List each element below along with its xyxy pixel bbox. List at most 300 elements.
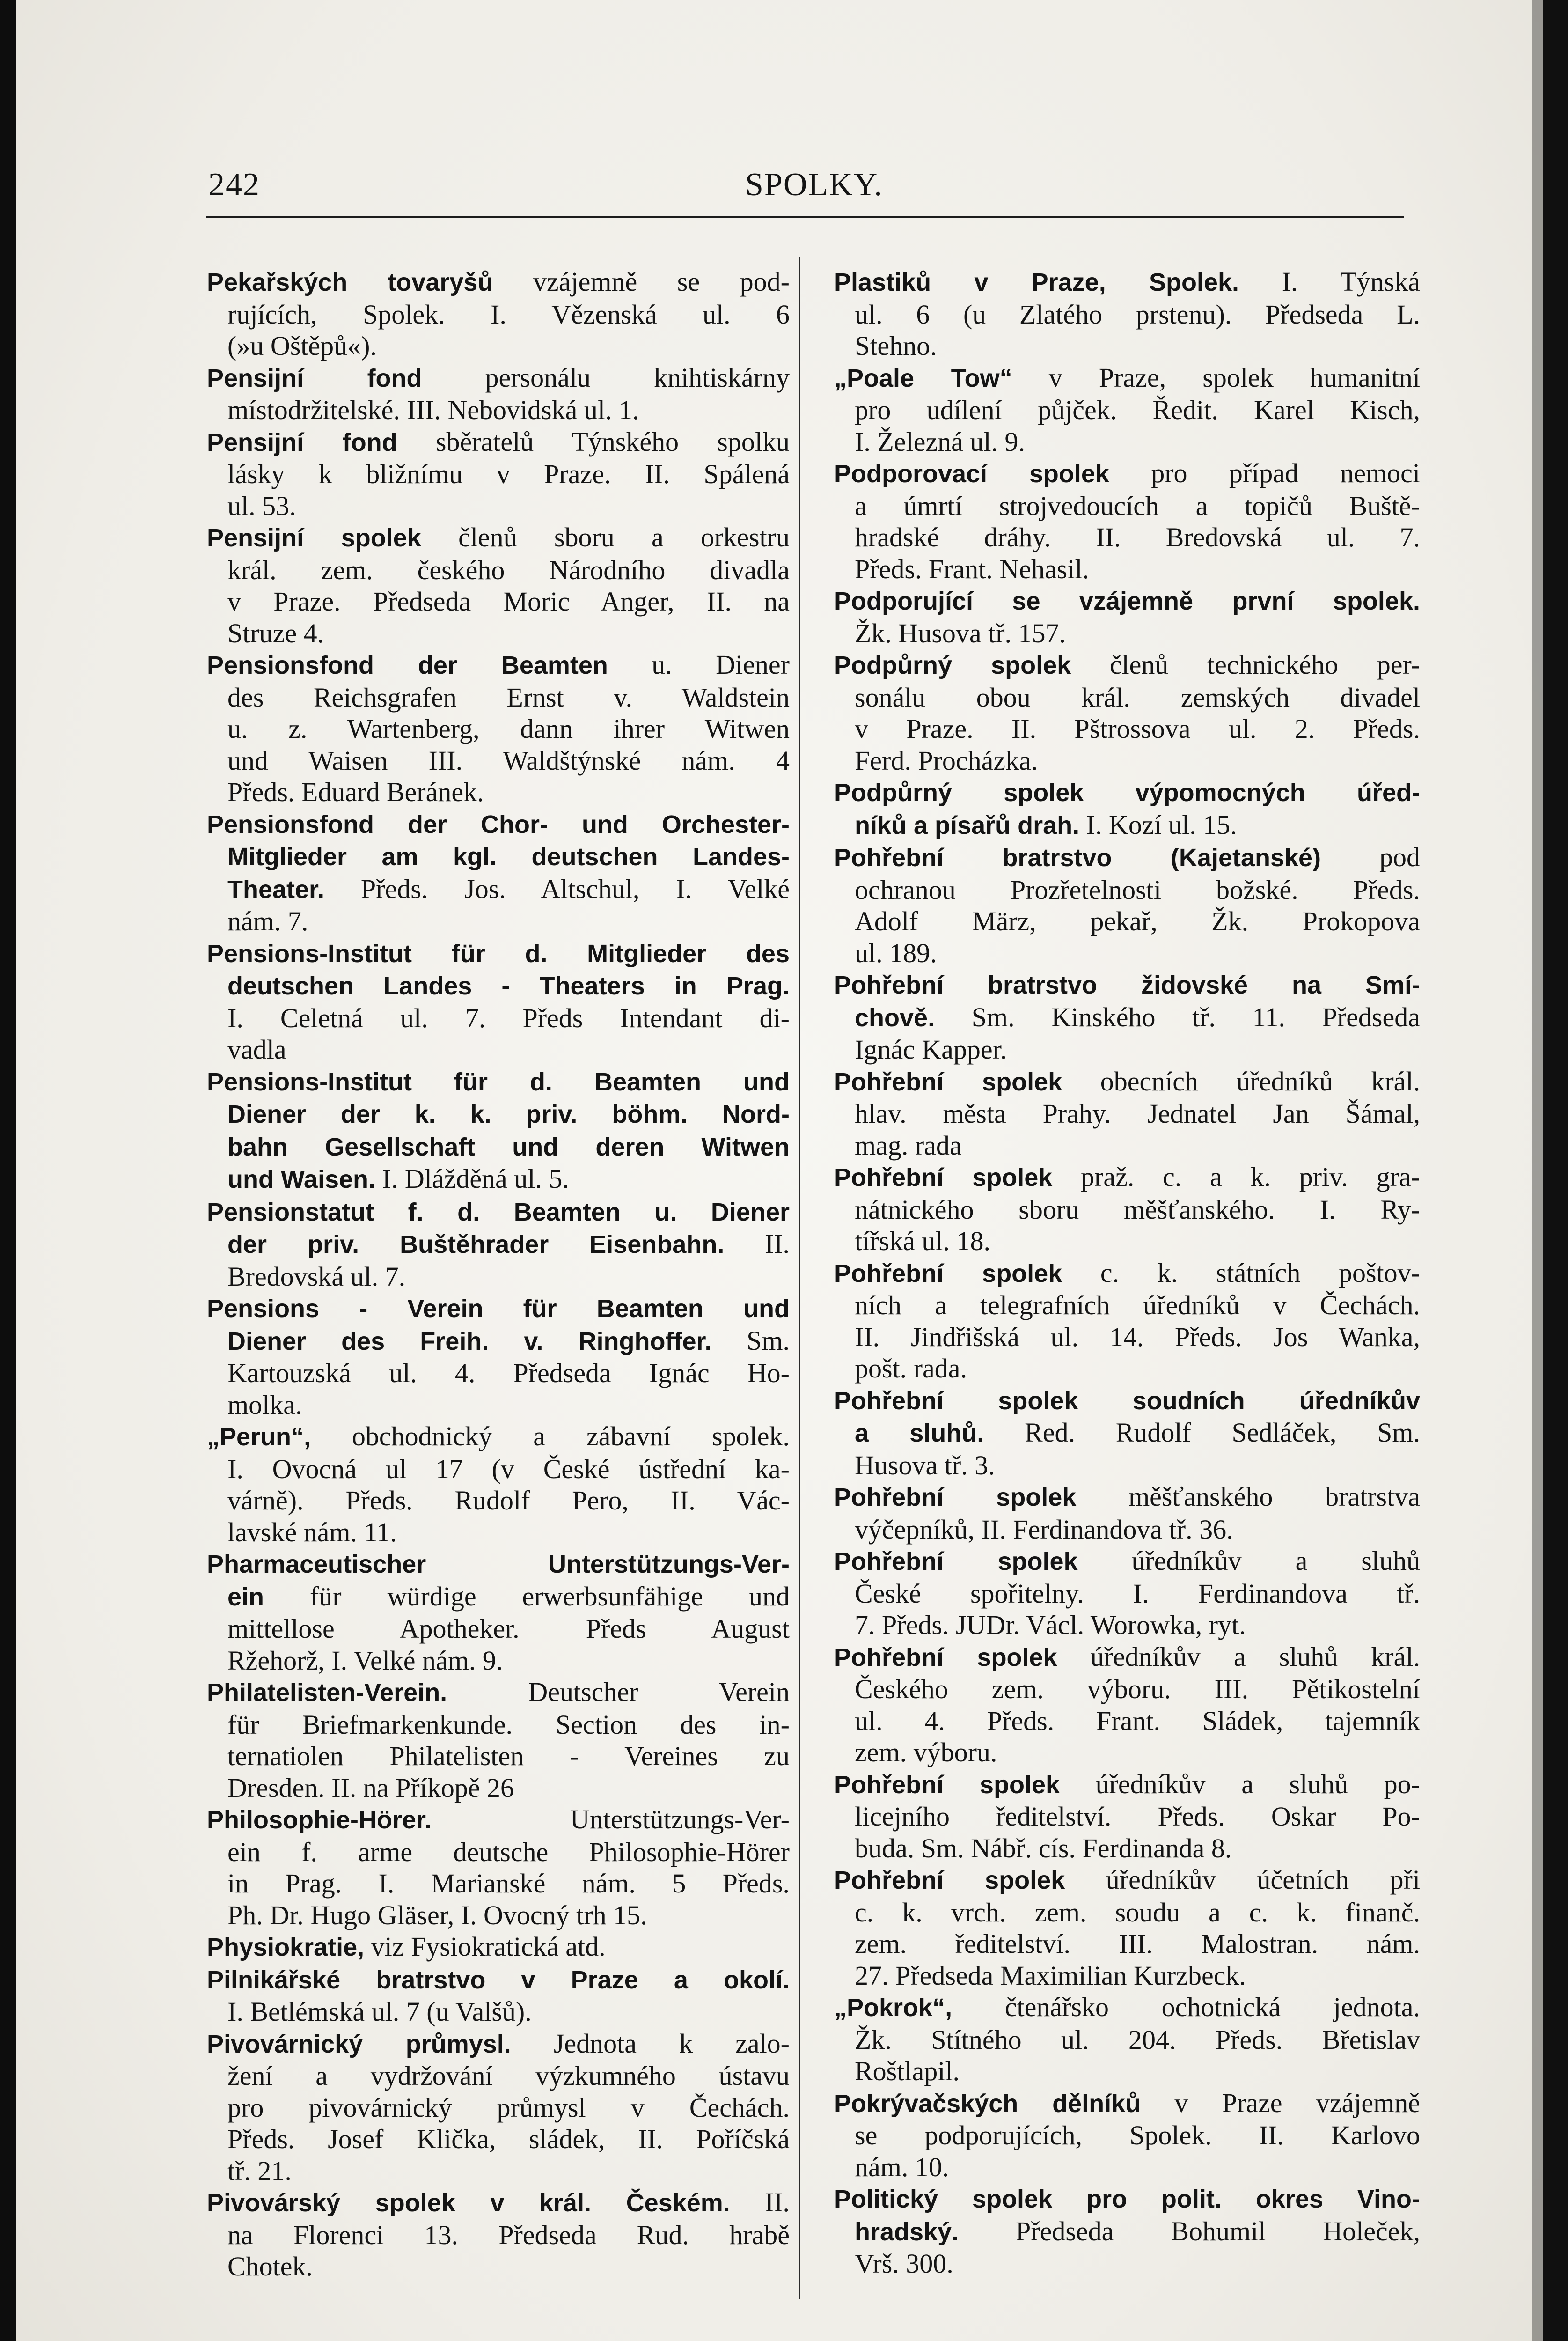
entry-text: II. bbox=[730, 2187, 790, 2217]
entry-text: Chotek. bbox=[227, 2251, 313, 2282]
entry-first-line bbox=[207, 649, 790, 682]
entry-line bbox=[207, 330, 790, 362]
entry-text: pro případ nemoci bbox=[1109, 458, 1420, 488]
entry-line bbox=[834, 682, 1420, 714]
entry-text: vzájemně se pod- bbox=[493, 266, 790, 297]
directory-entry bbox=[834, 266, 1420, 362]
entry-text: Českého zem. výboru. III. Pětikostelní bbox=[855, 1674, 1420, 1704]
entry-name: Pekařských tovaryšů bbox=[207, 268, 493, 296]
entry-text: viz Fysiokratická atd. bbox=[364, 1931, 606, 1962]
entry-text: sonálu obou král. zemských divadel bbox=[855, 682, 1420, 713]
entry-line bbox=[834, 1417, 1420, 1450]
entry-text: pro pivovárnický průmysl v Čechách. bbox=[227, 2092, 790, 2123]
entry-text: vadla bbox=[227, 1034, 286, 1065]
entry-first-line bbox=[207, 2186, 790, 2219]
entry-first-line bbox=[834, 1991, 1420, 2024]
entry-line bbox=[207, 905, 790, 937]
entry-text: ul. 53. bbox=[227, 490, 296, 521]
entry-line bbox=[834, 1130, 1420, 1162]
entry-line bbox=[834, 1673, 1420, 1705]
entry-text: měšťanského bratrstva bbox=[1076, 1481, 1420, 1512]
entry-first-line bbox=[207, 522, 790, 554]
directory-entry bbox=[207, 808, 790, 937]
entry-first-line bbox=[207, 1931, 790, 1964]
entry-line bbox=[207, 1996, 790, 2028]
entry-text: zem. výboru. bbox=[855, 1737, 997, 1767]
directory-entry bbox=[834, 1991, 1420, 2087]
entry-name: Pensions-Institut für d. Mitglieder des bbox=[207, 939, 790, 968]
entry-text: výčepníků, II. Ferdinandova tř. 36. bbox=[855, 1514, 1233, 1545]
directory-entry bbox=[834, 1481, 1420, 1545]
entry-text: a úmrtí strojvedoucích a topičů Buště- bbox=[855, 490, 1420, 521]
entry-name: Pohřební spolek bbox=[834, 1547, 1078, 1575]
entry-name: a sluhů. bbox=[855, 1419, 984, 1447]
entry-text: úředníkův a sluhů po- bbox=[1060, 1768, 1420, 1799]
entry-text: ních a telegrafních úředníků v Čechách. bbox=[855, 1290, 1420, 1320]
directory-entry bbox=[834, 1257, 1420, 1384]
entry-text: Vrš. 300. bbox=[855, 2248, 953, 2279]
directory-entry bbox=[207, 2028, 790, 2187]
entry-line bbox=[834, 1514, 1420, 1546]
entry-line bbox=[834, 1897, 1420, 1929]
entry-text: v Praze vzájemně bbox=[1141, 2087, 1420, 2118]
running-head: SPOLKY. bbox=[745, 167, 883, 203]
entry-line bbox=[207, 873, 790, 906]
entry-line bbox=[834, 1289, 1420, 1321]
directory-entry bbox=[834, 585, 1420, 649]
entry-line bbox=[207, 840, 790, 873]
directory-entry bbox=[834, 969, 1420, 1066]
entry-name: der priv. Buštěhrader Eisenbahn. bbox=[227, 1230, 725, 1259]
entry-line bbox=[207, 394, 790, 426]
entry-line bbox=[834, 1225, 1420, 1257]
entry-line bbox=[207, 1613, 790, 1645]
directory-entry bbox=[834, 841, 1420, 969]
entry-line bbox=[207, 2251, 790, 2282]
entry-text: v Praze. II. Pštrossova ul. 2. Předs. bbox=[855, 714, 1420, 744]
entry-text: c. k. vrch. zem. soudu a c. k. finanč. bbox=[855, 1897, 1420, 1928]
entry-name: Plastiků v Praze, Spolek. bbox=[834, 268, 1239, 296]
entry-text: Red. Rudolf Sedláček, Sm. bbox=[984, 1417, 1421, 1448]
entry-text: Deutscher Verein bbox=[447, 1677, 790, 1707]
entry-text: I. Železná ul. 9. bbox=[855, 426, 1025, 457]
entry-line bbox=[207, 970, 790, 1002]
entry-text: čtenářsko ochotnická jednota. bbox=[952, 1992, 1420, 2022]
scan-edge-left bbox=[0, 0, 16, 2341]
entry-text: u. z. Wartenberg, dann ihrer Witwen bbox=[227, 714, 790, 744]
entry-first-line bbox=[834, 1641, 1420, 1674]
entry-name: Pensionsfond der Beamten bbox=[207, 651, 608, 679]
entry-text: Bredovská ul. 7. bbox=[227, 1261, 406, 1292]
entry-text: zem. ředitelství. III. Malostran. nám. bbox=[855, 1929, 1420, 1959]
entry-name: Pensijní fond bbox=[207, 428, 397, 456]
entry-line bbox=[834, 1833, 1420, 1864]
entry-text: Předs. Eduard Beránek. bbox=[227, 777, 484, 807]
entry-line bbox=[207, 776, 790, 808]
page-number: 242 bbox=[208, 167, 260, 203]
entry-first-line bbox=[207, 1548, 790, 1581]
entry-line bbox=[834, 1578, 1420, 1610]
entry-text: licejního ředitelství. Předs. Oskar Po- bbox=[855, 1801, 1420, 1832]
directory-entry bbox=[207, 1804, 790, 1931]
directory-entry bbox=[207, 1066, 790, 1196]
entry-first-line bbox=[834, 2183, 1420, 2216]
entry-name: Pohřební bratrstvo (Kajetanské) bbox=[834, 844, 1321, 872]
entry-text: I. Týnská bbox=[1239, 266, 1420, 297]
entry-first-line bbox=[834, 362, 1420, 395]
entry-name: Theater. bbox=[227, 875, 325, 904]
entry-line bbox=[207, 1836, 790, 1868]
entry-line bbox=[207, 2092, 790, 2124]
entry-first-line bbox=[207, 1804, 790, 1836]
entry-name: Pohřební spolek bbox=[834, 1163, 1053, 1192]
directory-entry bbox=[834, 1545, 1420, 1641]
entry-text: pošt. rada. bbox=[855, 1353, 967, 1384]
entry-text: nám. 7. bbox=[227, 906, 308, 936]
entry-text: Ph. Dr. Hugo Gläser, I. Ovocný trh 15. bbox=[227, 1899, 647, 1930]
entry-text: Žk. Stítného ul. 204. Předs. Břetislav bbox=[855, 2024, 1420, 2055]
entry-text: u. Diener bbox=[608, 649, 790, 680]
entry-name: chově. bbox=[855, 1003, 935, 1032]
entry-name: Politický spolek pro polit. okres Vino- bbox=[834, 2185, 1420, 2213]
entry-name: und Waisen. bbox=[227, 1165, 376, 1193]
entry-name: Pharmaceutischer Unterstützungs-Ver- bbox=[207, 1550, 790, 1578]
entry-line bbox=[834, 1034, 1420, 1066]
entry-text: ul. 4. Předs. Frant. Sládek, tajemník bbox=[855, 1705, 1420, 1736]
entry-line bbox=[834, 522, 1420, 553]
entry-text: král. zem. českého Národního divadla bbox=[227, 554, 790, 585]
entry-text: členů technického per- bbox=[1071, 649, 1420, 680]
entry-text: molka. bbox=[227, 1389, 302, 1420]
entry-text: I. Celetná ul. 7. Předs Intendant di- bbox=[227, 1002, 790, 1033]
entry-first-line bbox=[207, 1421, 790, 1453]
entry-first-line bbox=[207, 1964, 790, 1996]
entry-text: Předs. Josef Klička, sládek, II. Poříčská bbox=[227, 2124, 790, 2154]
entry-line bbox=[207, 682, 790, 714]
entry-text: für würdige erwerbsunfähige und bbox=[264, 1581, 790, 1612]
entry-name: bahn Gesellschaft und deren Witwen bbox=[227, 1133, 790, 1161]
entry-line bbox=[207, 1645, 790, 1677]
entry-line bbox=[834, 745, 1420, 777]
entry-text: tř. 21. bbox=[227, 2155, 292, 2186]
directory-entry bbox=[207, 1676, 790, 1804]
entry-name: Pohřební bratrstvo židovské na Smí- bbox=[834, 971, 1420, 999]
entry-line bbox=[207, 1389, 790, 1421]
entry-text: II. Jindřišská ul. 14. Předs. Jos Wanka, bbox=[855, 1321, 1420, 1352]
entry-text: in Prag. I. Marianské nám. 5 Předs. bbox=[227, 1868, 790, 1899]
entry-text: 7. Předs. JUDr. Václ. Worowka, ryt. bbox=[855, 1610, 1246, 1640]
entry-text: personálu knihtiskárny bbox=[422, 362, 790, 393]
directory-entry bbox=[834, 2087, 1420, 2183]
entry-text: obecních úředníků král. bbox=[1062, 1066, 1420, 1097]
entry-text: ochranou Prozřetelnosti božské. Předs. bbox=[855, 874, 1420, 905]
entry-name: Pensions - Verein für Beamten und bbox=[207, 1295, 790, 1323]
entry-text: Jednota k zalo- bbox=[511, 2028, 790, 2059]
directory-entry bbox=[834, 1161, 1420, 1257]
entry-first-line bbox=[834, 841, 1420, 874]
entry-name: Pohřební spolek bbox=[834, 1643, 1057, 1671]
directory-entry bbox=[834, 649, 1420, 776]
entry-line bbox=[207, 745, 790, 777]
entry-text: II. bbox=[724, 1229, 790, 1259]
entry-name: Podporující se vzájemně první spolek. bbox=[834, 587, 1420, 615]
entry-text: úředníkův a sluhů bbox=[1077, 1546, 1420, 1576]
scan-edge-shadow bbox=[1532, 0, 1543, 2341]
entry-line bbox=[834, 1001, 1420, 1034]
entry-line bbox=[834, 2055, 1420, 2087]
entry-text: pod bbox=[1321, 842, 1421, 872]
entry-line bbox=[834, 618, 1420, 649]
entry-first-line bbox=[834, 1768, 1420, 1801]
entry-line bbox=[207, 1453, 790, 1485]
entry-line bbox=[834, 2248, 1420, 2280]
entry-line bbox=[834, 2151, 1420, 2183]
entry-first-line bbox=[207, 1196, 790, 1229]
entry-line bbox=[834, 1960, 1420, 1992]
entry-text: ul. 189. bbox=[855, 937, 937, 968]
entry-first-line bbox=[834, 1545, 1420, 1578]
entry-name: Pohřební spolek soudních úředníkův bbox=[834, 1386, 1420, 1415]
entry-line bbox=[207, 490, 790, 522]
entry-line bbox=[207, 458, 790, 490]
entry-line bbox=[834, 1450, 1420, 1481]
entry-first-line bbox=[834, 776, 1420, 809]
entry-text: ein f. arme deutsche Philosophie-Hörer bbox=[227, 1836, 790, 1867]
entry-name: Pensijní spolek bbox=[207, 524, 421, 552]
entry-name: Philosophie-Hörer. bbox=[207, 1806, 432, 1834]
entry-line bbox=[834, 394, 1420, 426]
entry-first-line bbox=[834, 2087, 1420, 2120]
entry-line bbox=[207, 299, 790, 331]
entry-text: Dresden. II. na Příkopě 26 bbox=[227, 1772, 514, 1803]
entry-line bbox=[834, 490, 1420, 522]
entry-first-line bbox=[207, 808, 790, 841]
entry-text: místodržitelské. III. Nebovidská ul. 1. bbox=[227, 395, 639, 425]
entry-first-line bbox=[834, 1481, 1420, 1514]
entry-line bbox=[834, 905, 1420, 937]
entry-first-line bbox=[207, 1066, 790, 1098]
directory-entry bbox=[207, 426, 790, 522]
entry-text: Stehno. bbox=[855, 331, 937, 361]
directory-entry bbox=[207, 1548, 790, 1676]
entry-first-line bbox=[834, 457, 1420, 490]
entry-line bbox=[207, 1034, 790, 1066]
entry-line bbox=[207, 1581, 790, 1613]
entry-text: Žk. Husova tř. 157. bbox=[855, 618, 1066, 648]
entry-text: I. Ovocná ul 17 (v České ústřední ka- bbox=[227, 1453, 790, 1484]
entry-name: Pohřební spolek bbox=[834, 1067, 1062, 1096]
entry-name: Pivovárnický průmysl. bbox=[207, 2030, 511, 2058]
directory-entry bbox=[834, 1641, 1420, 1768]
entry-line bbox=[207, 1163, 790, 1196]
entry-line bbox=[207, 1899, 790, 1931]
entry-first-line bbox=[207, 362, 790, 395]
entry-text: des Reichsgrafen Ernst v. Waldstein bbox=[227, 682, 790, 713]
entry-name: Philatelisten-Verein. bbox=[207, 1678, 447, 1707]
entry-line bbox=[207, 1516, 790, 1548]
entry-text: v Praze, spolek humanitní bbox=[1012, 362, 1420, 393]
entry-text: Sm. bbox=[711, 1325, 790, 1356]
entry-name: Diener der k. k. priv. böhm. Nord- bbox=[227, 1100, 790, 1128]
entry-name: Podpůrný spolek bbox=[834, 651, 1071, 679]
entry-line bbox=[207, 586, 790, 618]
entry-name: „Perun“, bbox=[207, 1423, 311, 1451]
entry-line bbox=[207, 618, 790, 649]
entry-line bbox=[834, 713, 1420, 745]
entry-text: Ržehorž, I. Velké nám. 9. bbox=[227, 1645, 503, 1676]
entry-name: Mitglieder am kgl. deutschen Landes- bbox=[227, 843, 790, 871]
entry-line bbox=[834, 299, 1420, 331]
entry-text: I. Kozí ul. 15. bbox=[1079, 809, 1237, 840]
directory-entry bbox=[834, 1768, 1420, 1864]
directory-entry bbox=[834, 2183, 1420, 2280]
directory-entry bbox=[207, 2186, 790, 2282]
entry-text: I. Betlémská ul. 7 (u Valšů). bbox=[227, 1996, 532, 2027]
entry-text: tířská ul. 18. bbox=[855, 1226, 990, 1256]
entry-line bbox=[207, 1261, 790, 1293]
entry-text: hradské dráhy. II. Bredovská ul. 7. bbox=[855, 522, 1420, 552]
entry-first-line bbox=[207, 2028, 790, 2061]
entry-name: Pensionstatut f. d. Beamten u. Diener bbox=[207, 1198, 790, 1226]
entry-line bbox=[834, 1194, 1420, 1226]
entry-line bbox=[834, 2024, 1420, 2056]
entry-line bbox=[834, 1609, 1420, 1641]
entry-line bbox=[207, 1357, 790, 1389]
entry-line bbox=[207, 2155, 790, 2187]
directory-entry bbox=[834, 776, 1420, 841]
entry-text: Adolf März, pekař, Žk. Prokopova bbox=[855, 906, 1420, 936]
entry-text: für Briefmarkenkunde. Section des in- bbox=[227, 1709, 790, 1740]
entry-first-line bbox=[834, 1257, 1420, 1290]
directory-entry bbox=[207, 1964, 790, 2028]
entry-line bbox=[207, 1772, 790, 1804]
entry-text: České spořitelny. I. Ferdinandova tř. bbox=[855, 1578, 1420, 1609]
directory-entry bbox=[834, 1066, 1420, 1162]
directory-entry bbox=[834, 457, 1420, 585]
entry-text: 27. Předseda Maximilian Kurzbeck. bbox=[855, 1960, 1246, 1991]
right-column bbox=[834, 266, 1420, 2280]
entry-text: und Waisen III. Waldštýnské nám. 4 bbox=[227, 745, 790, 776]
entry-text: ul. 6 (u Zlatého prstenu). Předseda L. bbox=[855, 299, 1420, 330]
entry-name: ein bbox=[227, 1583, 264, 1611]
directory-entry bbox=[207, 937, 790, 1066]
directory-entry bbox=[834, 1384, 1420, 1481]
entry-text: Předs. Frant. Nehasil. bbox=[855, 553, 1089, 584]
entry-line bbox=[207, 1002, 790, 1034]
entry-line bbox=[834, 1737, 1420, 1768]
entry-text: Předseda Bohumil Holeček, bbox=[959, 2216, 1420, 2246]
entry-text: Unterstützungs-Ver- bbox=[432, 1804, 790, 1834]
entry-name: „Pokrok“, bbox=[834, 1994, 953, 2022]
entry-line bbox=[834, 553, 1420, 585]
entry-line bbox=[207, 554, 790, 586]
entry-line bbox=[834, 809, 1420, 842]
entry-name: Pohřební spolek bbox=[834, 1866, 1065, 1894]
entry-name: Physiokratie, bbox=[207, 1933, 365, 1961]
header-rule bbox=[206, 216, 1404, 218]
entry-text: buda. Sm. Nábř. cís. Ferdinanda 8. bbox=[855, 1833, 1232, 1863]
entry-text: nátnického sboru měšťanského. I. Ry- bbox=[855, 1194, 1420, 1225]
entry-text: Struze 4. bbox=[227, 618, 324, 648]
entry-name: Pensionsfond der Chor- und Orchester- bbox=[207, 810, 790, 839]
entry-name: níků a písařů drah. bbox=[855, 811, 1080, 839]
directory-entry bbox=[207, 1421, 790, 1548]
entry-first-line bbox=[834, 1384, 1420, 1417]
entry-text: žení a vydržování výzkumného ústavu bbox=[227, 2061, 790, 2091]
entry-name: Pohřební spolek bbox=[834, 1259, 1062, 1288]
entry-first-line bbox=[834, 969, 1420, 1001]
entry-text: členů sboru a orkestru bbox=[421, 522, 790, 552]
entry-text: obchodnický a zábavní spolek. bbox=[311, 1421, 790, 1451]
directory-entry bbox=[207, 649, 790, 808]
entry-line bbox=[834, 2216, 1420, 2248]
entry-text: I. Dlážděná ul. 5. bbox=[375, 1163, 569, 1194]
entry-line bbox=[207, 1868, 790, 1899]
entry-text: Ferd. Procházka. bbox=[855, 745, 1038, 776]
entry-text: mittellose Apotheker. Předs August bbox=[227, 1613, 790, 1644]
column-divider bbox=[799, 257, 800, 2299]
entry-text: Sm. Kinského tř. 11. Předseda bbox=[935, 1001, 1420, 1032]
entry-line bbox=[207, 2123, 790, 2155]
entry-text: Husova tř. 3. bbox=[855, 1450, 995, 1480]
entry-name: deutschen Landes - Theaters in Prag. bbox=[227, 972, 790, 1000]
entry-text: c. k. státních poštov- bbox=[1062, 1257, 1420, 1288]
entry-text: rujících, Spolek. I. Vězenská ul. 6 bbox=[227, 299, 790, 330]
entry-name: Podpůrný spolek výpomocných úřed- bbox=[834, 779, 1420, 807]
entry-line bbox=[834, 874, 1420, 906]
entry-text: (»u Oštěpů«). bbox=[227, 331, 377, 361]
entry-line bbox=[834, 937, 1420, 969]
entry-text: úředníkův a sluhů král. bbox=[1057, 1641, 1420, 1672]
entry-name: Pivovárský spolek v král. Českém. bbox=[207, 2189, 730, 2217]
entry-first-line bbox=[834, 266, 1420, 299]
entry-text: ternatiolen Philatelisten - Vereines zu bbox=[227, 1741, 790, 1771]
entry-name: hradský. bbox=[855, 2217, 959, 2246]
entry-text: hlav. města Prahy. Jednatel Jan Šámal, bbox=[855, 1098, 1420, 1129]
entry-text: Předs. Jos. Altschul, I. Velké bbox=[324, 873, 790, 904]
entry-text: praž. c. a k. priv. gra- bbox=[1052, 1162, 1420, 1192]
directory-entry bbox=[834, 362, 1420, 458]
entry-first-line bbox=[834, 1161, 1420, 1194]
entry-first-line bbox=[207, 426, 790, 459]
entry-text: pro udílení půjček. Ředit. Karel Kisch, bbox=[855, 395, 1420, 425]
entry-first-line bbox=[834, 649, 1420, 682]
entry-line bbox=[207, 1740, 790, 1772]
entry-line bbox=[207, 2060, 790, 2092]
entry-name: „Poale Tow“ bbox=[834, 364, 1012, 392]
entry-first-line bbox=[207, 1292, 790, 1325]
entry-text: lavské nám. 11. bbox=[227, 1516, 397, 1547]
directory-entry bbox=[207, 266, 790, 362]
entry-first-line bbox=[207, 1676, 790, 1709]
entry-name: Pohřební spolek bbox=[834, 1770, 1060, 1799]
entry-line bbox=[834, 1705, 1420, 1737]
entry-first-line bbox=[834, 585, 1420, 618]
entry-line bbox=[834, 1801, 1420, 1833]
entry-line bbox=[207, 1485, 790, 1516]
directory-entry bbox=[207, 522, 790, 649]
entry-line bbox=[207, 2219, 790, 2251]
left-column bbox=[207, 266, 790, 2282]
entry-text: Kartouzská ul. 4. Předseda Ignác Ho- bbox=[227, 1358, 790, 1388]
entry-text: Ignác Kapper. bbox=[855, 1034, 1007, 1065]
entry-text: sběratelů Týnského spolku bbox=[397, 426, 790, 457]
entry-line bbox=[207, 1131, 790, 1163]
entry-name: Pensions-Institut für d. Beamten und bbox=[207, 1067, 790, 1096]
directory-entry bbox=[207, 1292, 790, 1421]
entry-line bbox=[207, 1709, 790, 1741]
entry-text: Roštlapil. bbox=[855, 2056, 960, 2086]
